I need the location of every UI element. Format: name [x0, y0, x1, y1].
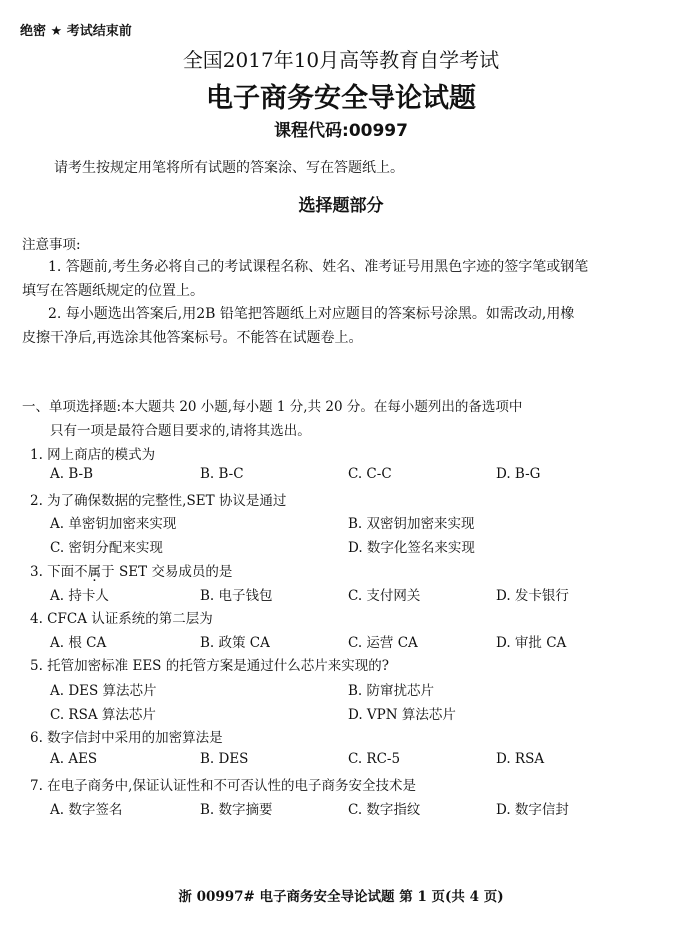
- note-2-line-1: 2. 每小题选出答案后,用2B 铅笔把答题纸上对应题目的答案标号涂黑。如需改动,用橡: [48, 306, 575, 322]
- paper-title: 电子商务安全导论试题: [206, 83, 476, 114]
- q4-option-a: A. 根 CA: [50, 635, 107, 651]
- q3-option-b: B. 电子钱包: [200, 588, 273, 604]
- question-6: 6. 数字信封中采用的加密算法是: [30, 730, 223, 746]
- q1-option-b: B. B-C: [200, 466, 244, 482]
- q2-option-a: A. 单密钥加密来实现: [50, 516, 177, 532]
- question-7: 7. 在电子商务中,保证认证性和不可否认性的电子商务安全技术是: [30, 778, 416, 794]
- q1-option-a: A. B-B: [50, 466, 93, 482]
- secret-label: 绝密 ★ 考试结束前: [20, 24, 132, 39]
- q7-option-b: B. 数字摘要: [200, 802, 273, 818]
- q6-option-b: B. DES: [200, 751, 249, 767]
- q3-suffix: SET 交易成员的是: [114, 564, 233, 580]
- q2-option-c: C. 密钥分配来实现: [50, 540, 163, 556]
- part1-heading-line-1: 一、单项选择题:本大题共 20 小题,每小题 1 分,共 20 分。在每小题列出的备选项中: [22, 399, 523, 415]
- question-4: 4. CFCA 认证系统的第二层为: [30, 611, 213, 627]
- q7-option-d: D. 数字信封: [496, 802, 569, 818]
- q3-emphasis: 不属于: [74, 564, 115, 580]
- section-title: 选择题部分: [298, 196, 384, 216]
- q2-option-b: B. 双密钥加密来实现: [348, 516, 475, 532]
- instruction-text: 请考生按规定用笔将所有试题的答案涂、写在答题纸上。: [54, 160, 404, 176]
- q7-option-c: C. 数字指纹: [348, 802, 421, 818]
- part1-heading-line-2: 只有一项是最符合题目要求的,请将其选出。: [50, 423, 311, 439]
- q1-option-c: C. C-C: [348, 466, 392, 482]
- exam-title: 全国2017年10月高等教育自学考试: [182, 48, 500, 72]
- q5-option-a: A. DES 算法芯片: [50, 683, 157, 699]
- q4-option-b: B. 政策 CA: [200, 635, 270, 651]
- note-2-line-2: 皮擦干净后,再选涂其他答案标号。不能答在试题卷上。: [22, 330, 363, 346]
- q5-option-c: C. RSA 算法芯片: [50, 707, 156, 723]
- q4-option-c: C. 运营 CA: [348, 635, 418, 651]
- q3-prefix: 3. 下面: [30, 564, 75, 580]
- q5-option-d: D. VPN 算法芯片: [348, 707, 456, 723]
- question-3: [30, 560, 232, 580]
- q6-option-d: D. RSA: [496, 751, 545, 767]
- question-2: 2. 为了确保数据的完整性,SET 协议是通过: [30, 493, 287, 509]
- q6-option-c: C. RC-5: [348, 751, 401, 767]
- q6-option-a: A. AES: [50, 751, 98, 767]
- course-code: 课程代码:00997: [274, 121, 408, 141]
- q2-option-d: D. 数字化签名来实现: [348, 540, 475, 556]
- question-5: 5. 托管加密标准 EES 的托管方案是通过什么芯片来实现的?: [30, 658, 389, 674]
- question-1: 1. 网上商店的模式为: [30, 447, 156, 463]
- note-1-line-2: 填写在答题纸规定的位置上。: [22, 283, 204, 299]
- q3-option-c: C. 支付网关: [348, 588, 421, 604]
- q5-option-b: B. 防窜扰芯片: [348, 683, 435, 699]
- page-footer: 浙 00997# 电子商务安全导论试题 第 1 页(共 4 页): [178, 889, 504, 905]
- q3-option-d: D. 发卡银行: [496, 588, 569, 604]
- notes-heading: 注意事项:: [22, 237, 81, 253]
- q3-option-a: A. 持卡人: [50, 588, 109, 604]
- q4-option-d: D. 审批 CA: [496, 635, 567, 651]
- q1-option-d: D. B-G: [496, 466, 541, 482]
- note-1-line-1: 1. 答题前,考生务必将自己的考试课程名称、姓名、准考证号用黑色字迹的签字笔或钢笔: [48, 259, 589, 275]
- q7-option-a: A. 数字签名: [50, 802, 123, 818]
